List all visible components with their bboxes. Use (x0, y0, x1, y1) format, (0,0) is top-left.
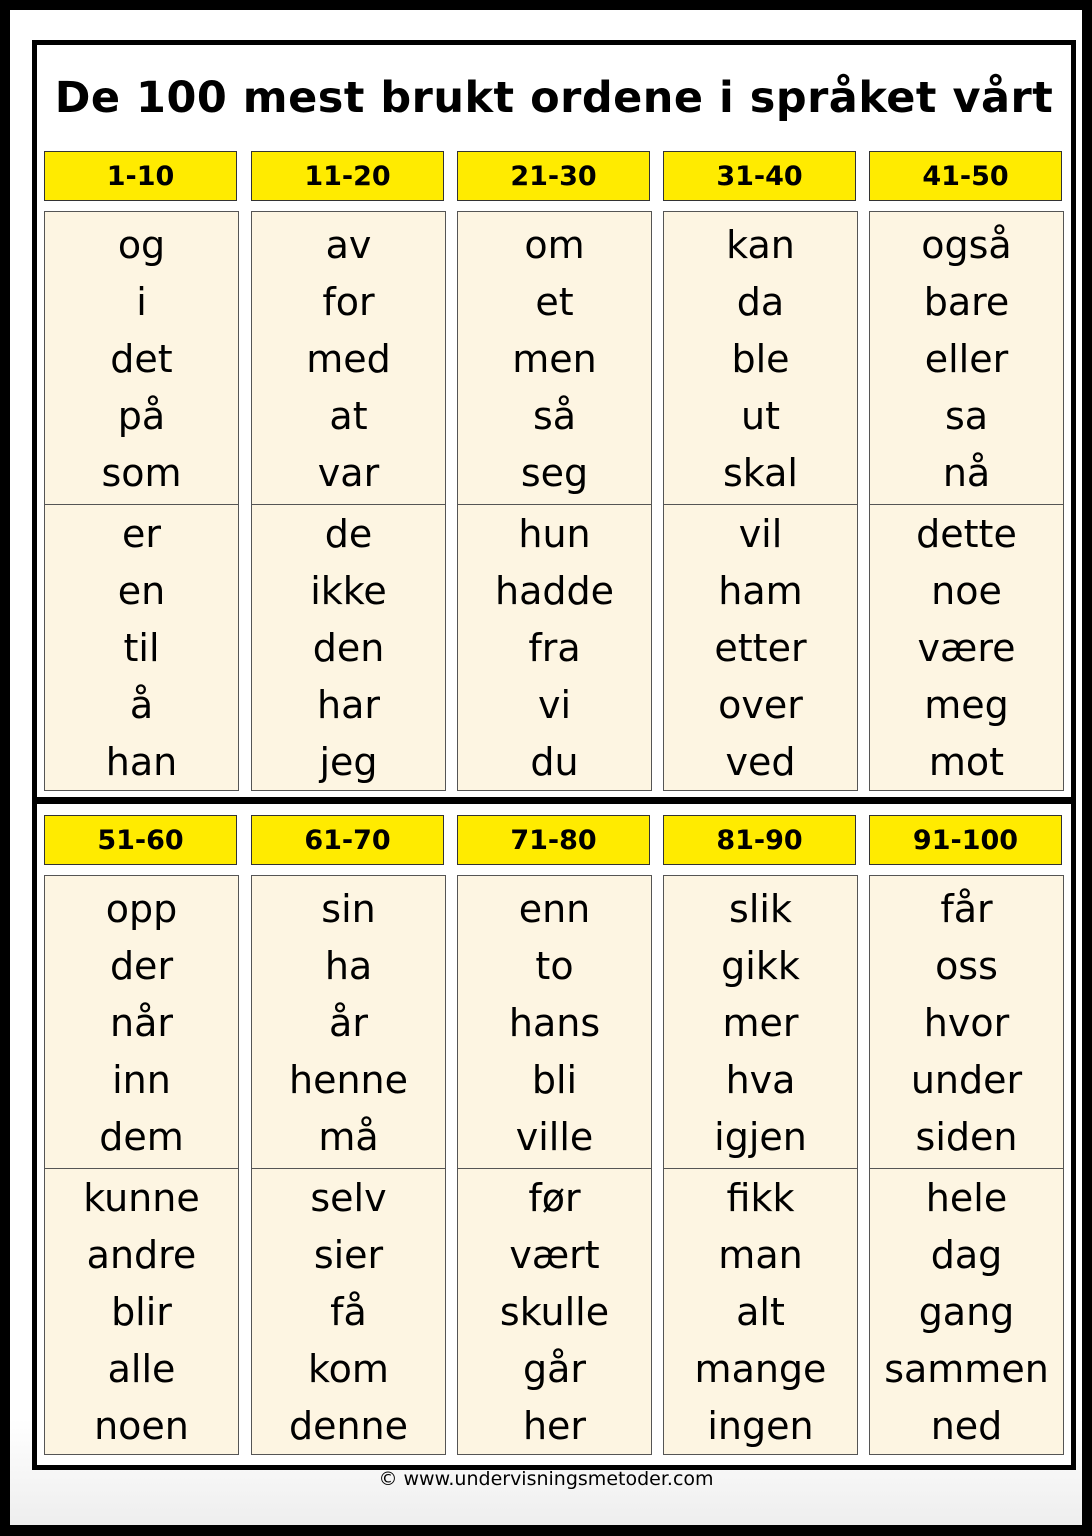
word-item: sammen (884, 1347, 1049, 1391)
word-item: to (535, 944, 574, 988)
word-item: alle (107, 1347, 176, 1391)
word-item: skulle (499, 1290, 610, 1334)
word-list-lower (458, 504, 651, 791)
word-item: av (325, 223, 372, 267)
word-item: ned (930, 1404, 1003, 1448)
word-item: noe (931, 569, 1002, 613)
worksheet-page (10, 10, 1082, 1525)
word-item: år (329, 1001, 368, 1045)
word-list-box (44, 211, 239, 791)
word-item: henne (288, 1058, 408, 1102)
word-item: igjen (714, 1115, 807, 1159)
word-item: også (921, 223, 1012, 267)
word-item: sier (313, 1233, 384, 1277)
word-item: selv (310, 1176, 387, 1220)
word-item: kan (726, 223, 795, 267)
word-item: ved (725, 740, 796, 784)
group-header: 71-80 (457, 815, 650, 865)
word-list-upper (870, 880, 1063, 1166)
word-item: alt (736, 1290, 785, 1334)
word-item: være (917, 626, 1016, 670)
word-table-frame (32, 40, 1076, 1470)
word-item: kunne (83, 1176, 200, 1220)
word-list-lower (458, 1168, 651, 1455)
word-item: ut (741, 394, 780, 438)
word-item: vært (509, 1233, 600, 1277)
group-header: 81-90 (663, 815, 856, 865)
group-header: 1-10 (44, 151, 237, 201)
word-item: jeg (319, 740, 378, 784)
word-item: hele (925, 1176, 1008, 1220)
word-item: med (306, 337, 391, 381)
word-list-box (457, 211, 652, 791)
word-item: ingen (707, 1404, 814, 1448)
word-item: sin (321, 887, 376, 931)
word-list-upper (45, 880, 238, 1166)
word-item: ha (324, 944, 373, 988)
word-item: hadde (495, 569, 614, 613)
word-item: seg (520, 451, 589, 495)
word-list-box (869, 875, 1064, 1455)
word-list-box (44, 875, 239, 1455)
group-header: 91-100 (869, 815, 1062, 865)
word-item: går (522, 1347, 587, 1391)
word-item: sa (944, 394, 989, 438)
word-item: for (322, 280, 375, 324)
word-list-upper (458, 880, 651, 1166)
word-list-upper (252, 880, 445, 1166)
word-item: vi (537, 683, 572, 727)
word-list-lower (870, 504, 1063, 791)
word-list-upper (664, 216, 857, 502)
word-list-upper (458, 216, 651, 502)
group-header: 31-40 (663, 151, 856, 201)
word-item: ville (515, 1115, 594, 1159)
word-item: bli (531, 1058, 578, 1102)
word-item: denne (288, 1404, 409, 1448)
page-title: De 100 mest brukt ordene i språket vårt (54, 73, 1054, 123)
word-item: etter (714, 626, 807, 670)
word-item: når (110, 1001, 173, 1045)
word-item: dette (916, 512, 1017, 556)
word-list-lower (664, 504, 857, 791)
word-list-lower (252, 504, 445, 791)
word-item: ikke (310, 569, 387, 613)
word-item: dag (930, 1233, 1003, 1277)
word-item: opp (105, 887, 178, 931)
word-item: før (528, 1176, 581, 1220)
word-item: så (532, 394, 577, 438)
row-divider (37, 797, 1071, 804)
word-item: må (318, 1115, 379, 1159)
word-item: han (105, 740, 178, 784)
word-item: de (324, 512, 373, 556)
word-item: hans (508, 1001, 601, 1045)
copyright-footer: © www.undervisningsmetoder.com (378, 1468, 714, 1490)
word-item: mer (722, 1001, 799, 1045)
word-item: i (136, 280, 147, 324)
word-list-lower (870, 1168, 1063, 1455)
word-list-upper (664, 880, 857, 1166)
word-item: som (101, 451, 182, 495)
word-item: meg (924, 683, 1009, 727)
word-item: den (312, 626, 385, 670)
word-list-box (251, 211, 446, 791)
word-item: hun (518, 512, 591, 556)
group-header: 11-20 (251, 151, 444, 201)
word-item: gikk (721, 944, 800, 988)
word-item: oss (935, 944, 998, 988)
word-item: skal (723, 451, 798, 495)
word-item: om (524, 223, 585, 267)
word-item: enn (518, 887, 591, 931)
word-item: hva (725, 1058, 796, 1102)
word-item: at (329, 394, 368, 438)
word-list-box (457, 875, 652, 1455)
word-list-box (663, 211, 858, 791)
word-list-lower (45, 504, 238, 791)
word-item: mange (694, 1347, 827, 1391)
word-item: gang (918, 1290, 1015, 1334)
word-item: da (736, 280, 785, 324)
group-header: 51-60 (44, 815, 237, 865)
word-item: en (117, 569, 166, 613)
group-header: 61-70 (251, 815, 444, 865)
word-item: slik (729, 887, 792, 931)
word-item: vil (738, 512, 783, 556)
word-item: fra (528, 626, 581, 670)
word-item: få (330, 1290, 367, 1334)
word-item: her (522, 1404, 587, 1448)
word-item: dem (99, 1115, 184, 1159)
word-item: nå (942, 451, 991, 495)
word-item: andre (86, 1233, 197, 1277)
word-item: eller (924, 337, 1009, 381)
word-item: hvor (923, 1001, 1010, 1045)
word-item: der (109, 944, 174, 988)
word-list-lower (664, 1168, 857, 1455)
word-list-upper (45, 216, 238, 502)
word-list-box (251, 875, 446, 1455)
word-item: til (123, 626, 160, 670)
word-item: bare (923, 280, 1010, 324)
word-item: men (512, 337, 597, 381)
word-item: ble (731, 337, 790, 381)
word-item: under (910, 1058, 1023, 1102)
word-list-lower (252, 1168, 445, 1455)
word-list-lower (45, 1168, 238, 1455)
word-item: det (110, 337, 173, 381)
word-list-box (663, 875, 858, 1455)
word-list-box (869, 211, 1064, 791)
word-item: fikk (726, 1176, 795, 1220)
word-item: blir (111, 1290, 172, 1334)
word-item: og (117, 223, 166, 267)
word-item: et (535, 280, 574, 324)
word-list-upper (870, 216, 1063, 502)
word-item: på (117, 394, 166, 438)
word-item: inn (112, 1058, 171, 1102)
word-item: er (121, 512, 161, 556)
word-item: var (317, 451, 380, 495)
word-item: du (530, 740, 579, 784)
word-item: å (129, 683, 154, 727)
word-item: ham (718, 569, 803, 613)
word-item: man (718, 1233, 803, 1277)
word-item: mot (928, 740, 1005, 784)
word-item: har (317, 683, 380, 727)
word-item: siden (915, 1115, 1018, 1159)
group-header: 21-30 (457, 151, 650, 201)
word-item: kom (308, 1347, 389, 1391)
group-header: 41-50 (869, 151, 1062, 201)
word-item: får (940, 887, 993, 931)
word-item: over (718, 683, 803, 727)
word-list-upper (252, 216, 445, 502)
word-item: noen (94, 1404, 189, 1448)
